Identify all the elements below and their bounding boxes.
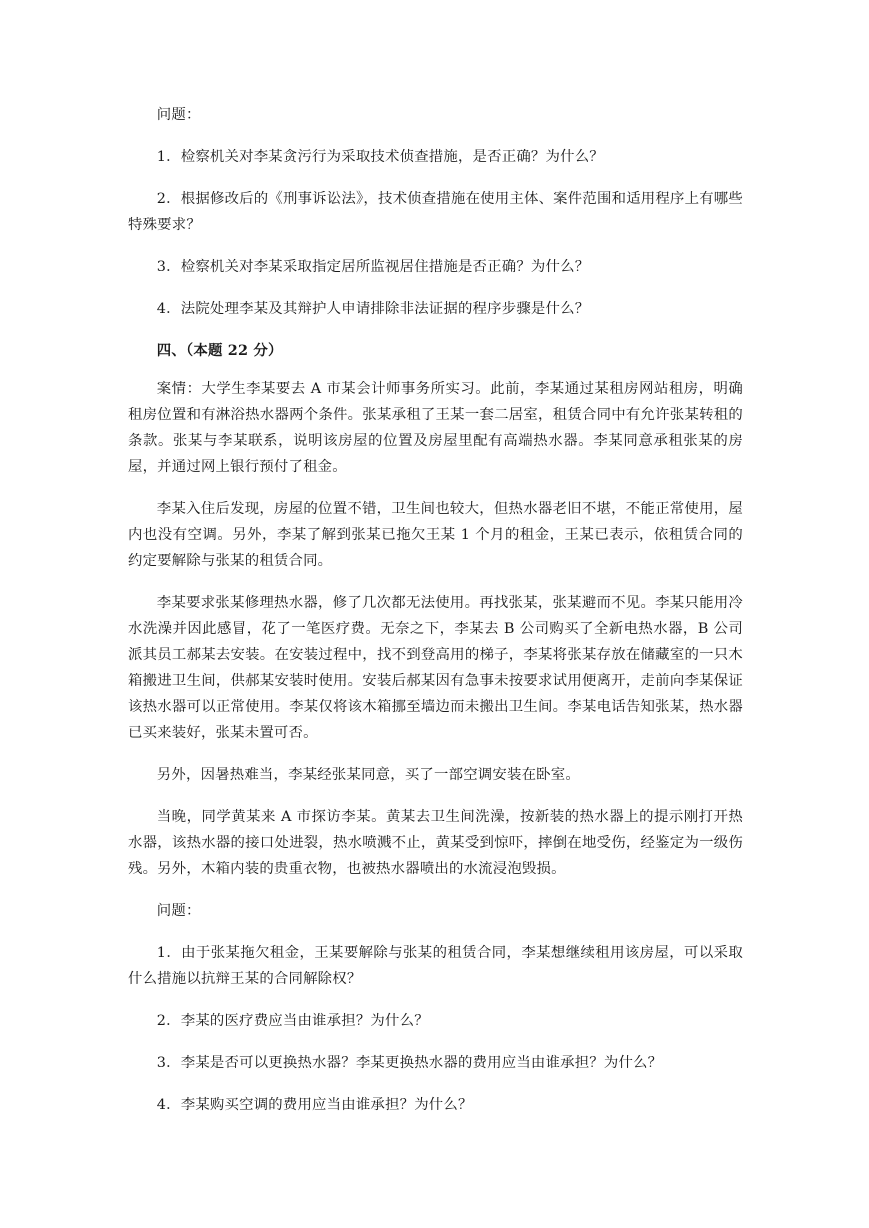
case-paragraph: 另外，因暑热难当，李某经张某同意，买了一部空调安装在卧室。 — [156, 767, 580, 783]
question-item: 4．法院处理李某及其辩护人申请排除非法证据的程序步骤是什么？ — [156, 301, 590, 317]
questions-label: 问题： — [156, 107, 201, 123]
section-heading: 四、（本题 22 分） — [156, 342, 283, 359]
question-item: 2．根据修改后的《刑事诉讼法》，技术侦查措施在使用主体、案件范围和适用程序上有哪些特殊要求？ — [128, 191, 743, 233]
case-paragraph: 当晚，同学黄某来 A 市探访李某。黄某去卫生间洗澡，按新装的热水器上的提示刚打开热水器，该热水器的接口处进裂，热水喷溅不止，黄某受到惊吓，摔倒在地受伤，经鉴定为一级伤残。另外，木箱内装的贵重衣物，也被热水器喷出的水流浸泡毁损。 — [128, 809, 743, 877]
question-item: 2．李某的医疗费应当由谁承担？为什么？ — [156, 1013, 429, 1029]
case-paragraph: 案情：大学生李某要去 A 市某会计师事务所实习。此前，李某通过某租房网站租房，明确租房位置和有淋浴热水器两个条件。张某承租了王某一套二居室，租赁合同中有允许张某转租的条款。张某与李某联系，说明该房屋的位置及房屋里配有高端热水器。李某同意承租张某的房屋，并通过网上银行预付了租金。 — [128, 381, 743, 475]
question-item: 1．检察机关对李某贪污行为采取技术侦查措施，是否正确？为什么？ — [156, 149, 604, 165]
question-item: 3．检察机关对李某采取指定居所监视居住措施是否正确？为什么？ — [156, 259, 590, 275]
question-item: 4．李某购买空调的费用应当由谁承担？为什么？ — [156, 1097, 473, 1113]
document-page — [128, 102, 743, 1134]
question-item: 3．李某是否可以更换热水器？李某更换热水器的费用应当由谁承担？为什么？ — [156, 1055, 663, 1071]
question-item: 1．由于张某拖欠租金，王某要解除与张某的租赁合同，李某想继续租用该房屋，可以采取什么措施以抗辩王某的合同解除权？ — [128, 945, 743, 987]
case-paragraph: 李某入住后发现，房屋的位置不错，卫生间也较大，但热水器老旧不堪，不能正常使用，屋内也没有空调。另外，李某了解到张某已拖欠王某 1 个月的租金，王某已表示，依租赁合同的约定要解除与张某的租赁合同。 — [128, 501, 743, 569]
case-paragraph: 李某要求张某修理热水器，修了几次都无法使用。再找张某，张某避而不见。李某只能用冷水洗澡并因此感冒，花了一笔医疗费。无奈之下，李某去 B 公司购买了全新电热水器，B 公司派其员工郝某去安装。在安装过程中，找不到登高用的梯子，李某将张某存放在储藏室的一只木箱搬进卫生间，供郝某安装时使用。安装后郝某因有急事未按要求试用便离开，走前向李某保证该热水器可以正常使用。李某仅将该木箱挪至墙边而未搬出卫生间。李某电话告知张某，热水器已买来装好，张某未置可否。 — [128, 595, 743, 741]
questions-label: 问题： — [156, 903, 201, 919]
